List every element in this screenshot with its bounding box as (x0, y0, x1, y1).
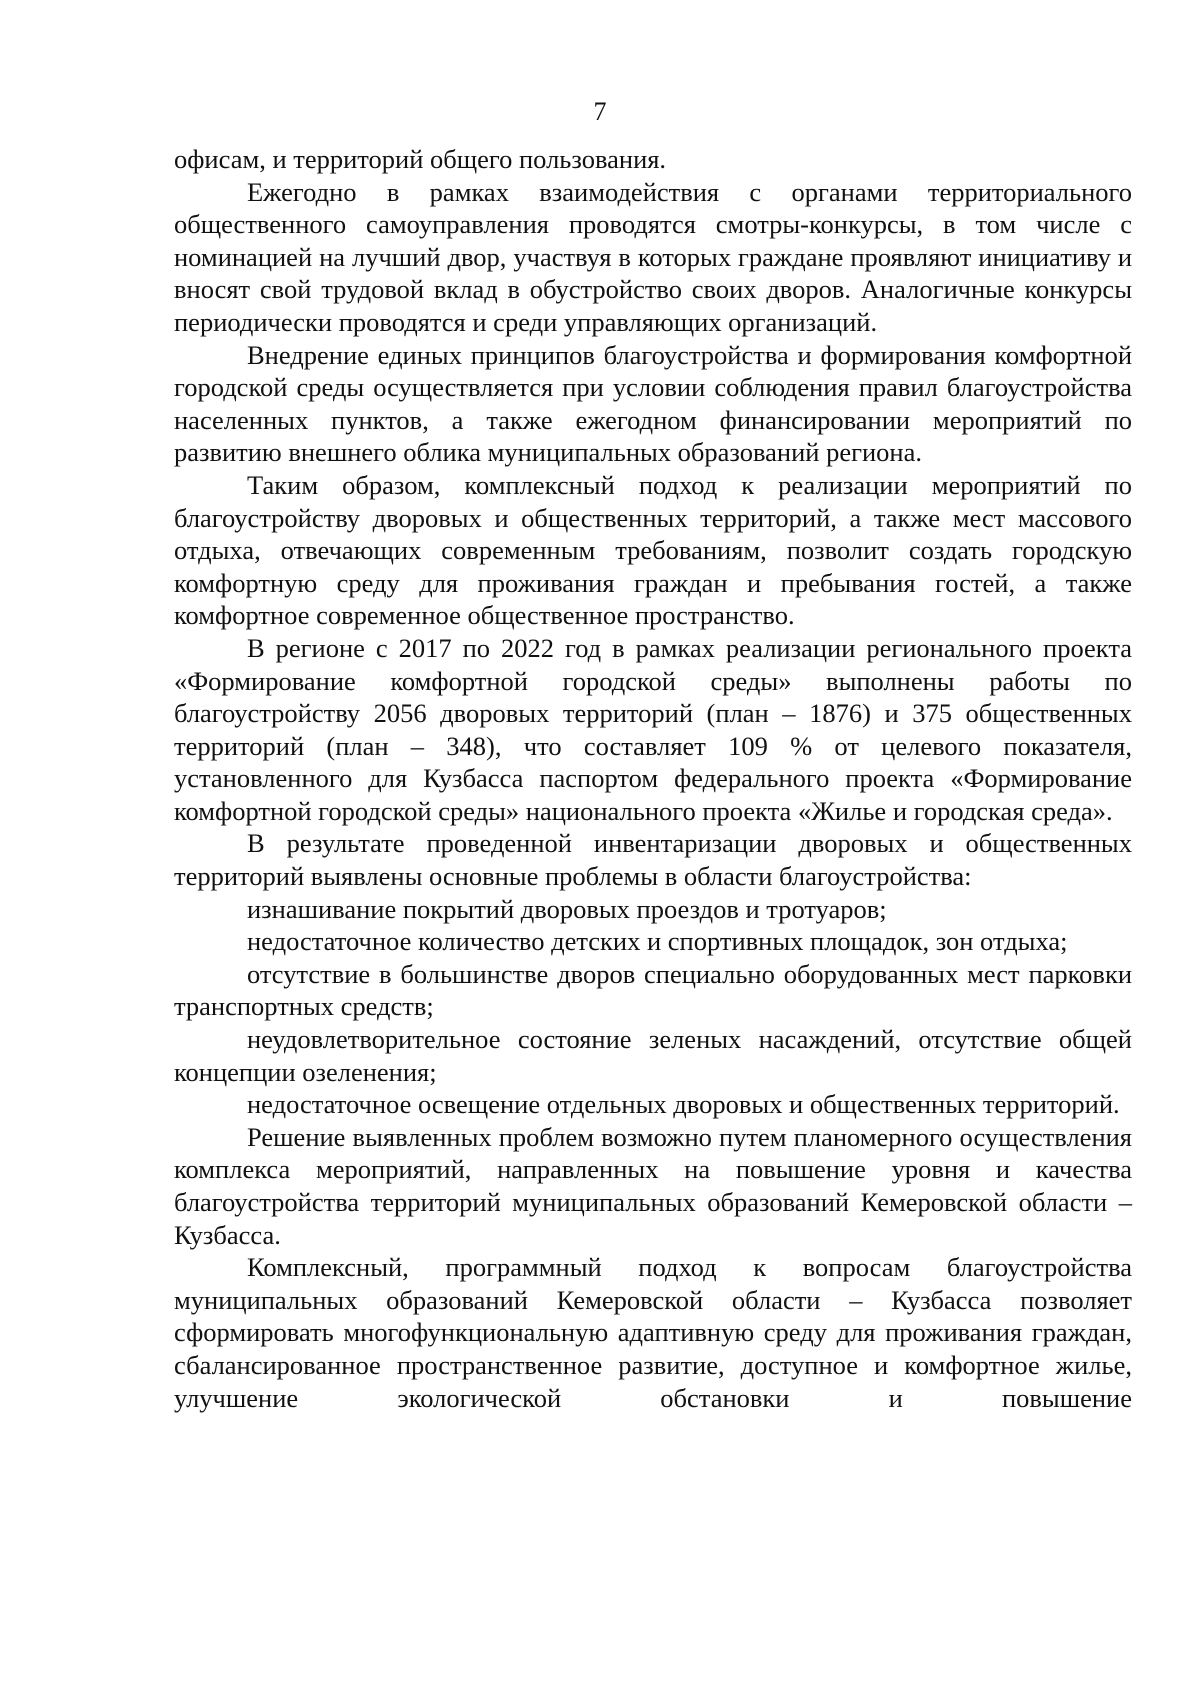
page-number: 7 (593, 97, 607, 126)
paragraph: Решение выявленных проблем возможно путем планомерного осуществления комплекса мероприятий, направленных на повышение уровня и качества благоустройства территорий муниципальных образований Кемеровской области – Кузбасса. (174, 1121, 1132, 1250)
paragraph: офисам, и территорий общего пользования. (174, 144, 667, 174)
paragraph: Ежегодно в рамках взаимодействия с органами территориального общественного самоуправления проводятся смотры-конкурсы, в том числе с номинацией на лучший двор, участвуя в которых граждане проявляют инициативу и вносят свой трудовой вклад в обустройство своих дворов. Аналогичные конкурсы периодически проводятся и среди управляющих организаций. (174, 176, 1132, 337)
paragraph: В регионе с 2017 по 2022 год в рамках реализации регионального проекта «Формирование комфортной городской среды» выполнены работы по благоустройству 2056 дворовых территорий (план – 1876) и 375 общественных территорий (план – 348), что составляет 109 % от целевого показателя, установленного для Кузбасса паспортом федерального проекта «Формирование комфортной городской среды» национального проекта «Жилье и городская среда». (174, 632, 1132, 826)
paragraph: В результате проведенной инвентаризации дворовых и общественных территорий выявлены основные проблемы в области благоустройства: (174, 828, 1132, 892)
list-item: недостаточное количество детских и спортивных площадок, зон отдыха; (247, 926, 1068, 957)
paragraph: Комплексный, программный подход к вопросам благоустройства муниципальных образований Кемеровской области – Кузбасса позволяет сформировать многофункциональную адаптивную среду для проживания граждан, сбалансированное пространственное развитие, доступное и комфортное жилье, улучшение экологической обстановки и повышение (174, 1252, 1132, 1413)
document-body (174, 143, 1132, 1414)
paragraph: Таким образом, комплексный подход к реализации мероприятий по благоустройству дворовых и общественных территорий, а также мест массового отдыха, отвечающих современным требованиям, позволит создать городскую комфортную среду для проживания граждан и пребывания гостей, а также комфортное современное общественное пространство. (174, 469, 1132, 631)
list-item: изнашивание покрытий дворовых проездов и тротуаров; (247, 893, 887, 924)
list-item: неудовлетворительное состояние зеленых насаждений, отсутствие общей концепции озеленения; (174, 1024, 1132, 1087)
paragraph: Внедрение единых принципов благоустройства и формирования комфортной городской среды осуществляется при условии соблюдения правил благоустройства населенных пунктов, а также ежегодном финансировании мероприятий по развитию внешнего облика муниципальных образований региона. (174, 339, 1132, 468)
list-item: недостаточное освещение отдельных дворовых и общественных территорий. (247, 1089, 1120, 1120)
list-item: отсутствие в большинстве дворов специально оборудованных мест парковки транспортных средств; (174, 958, 1132, 1022)
